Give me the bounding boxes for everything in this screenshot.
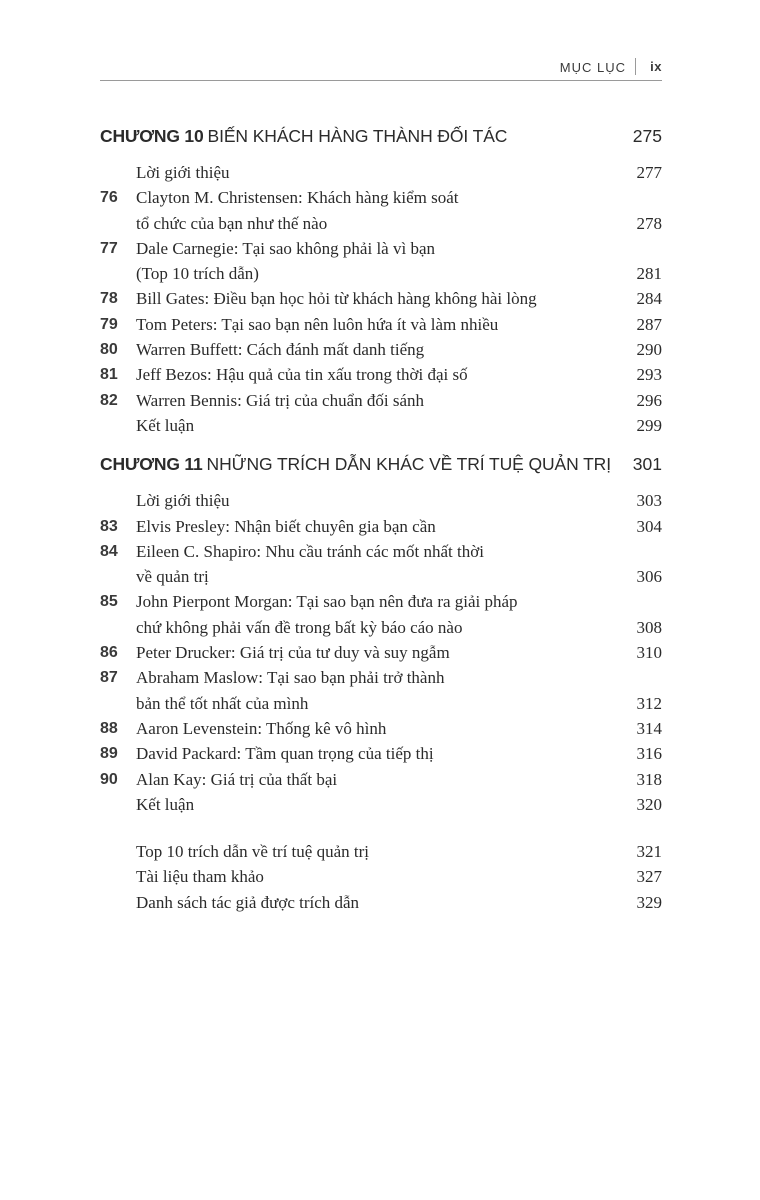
running-head-divider (635, 58, 636, 75)
back-matter-page-number: 327 (636, 867, 662, 887)
toc-entry (100, 767, 662, 792)
back-matter-title: Top 10 trích dẫn về trí tuệ quản trị (136, 842, 369, 862)
entry-title: Clayton M. Christensen: Khách hàng kiểm soát tổ chức của bạn như thế nào (136, 188, 459, 233)
entry-number: 79 (100, 315, 118, 333)
entry-title: Alan Kay: Giá trị của thất bại (136, 769, 338, 789)
table-of-contents (100, 122, 662, 915)
entry-page-number: 314 (636, 718, 662, 738)
entry-title: Lời giới thiệu (136, 163, 230, 182)
heading-spacer (100, 150, 662, 160)
entry-title: Peter Drucker: Giá trị của tư duy và suy ngẫm (136, 643, 450, 663)
toc-entry (100, 286, 662, 311)
entry-title: Tom Peters: Tại sao bạn nên luôn hứa ít và làm nhiều (136, 314, 499, 334)
back-matter-entry (100, 890, 662, 915)
entry-title: Eileen C. Shapiro: Nhu cầu tránh các mốt nhất thời về quản trị (136, 541, 484, 587)
chapter-title: BIẾN KHÁCH HÀNG THÀNH ĐỐI TÁC (207, 126, 508, 146)
entry-title: David Packard: Tầm quan trọng của tiếp thị (136, 744, 434, 764)
toc-entry (100, 539, 662, 590)
entry-page-number: 277 (636, 163, 662, 182)
toc-entry (100, 413, 662, 438)
toc-entry (100, 514, 662, 539)
toc-entry (100, 665, 662, 716)
entry-number: 80 (100, 341, 118, 359)
entry-title: Abraham Maslow: Tại sao bạn phải trở thành bản thể tốt nhất của mình (136, 668, 445, 713)
entry-page-number: 287 (636, 314, 662, 334)
entry-page-number: 278 (636, 213, 662, 233)
entry-page-number: 304 (636, 516, 662, 536)
entry-number: 89 (100, 745, 118, 763)
entry-title: Jeff Bezos: Hậu quả của tin xấu trong thời đại số (136, 365, 468, 385)
entry-page-number: 281 (636, 264, 662, 284)
chapter-title: NHỮNG TRÍCH DẪN KHÁC VỀ TRÍ TUỆ QUẢN TRỊ (206, 454, 611, 475)
entry-number: 84 (100, 542, 118, 560)
entry-number: 86 (100, 644, 118, 662)
chapter-page-number: 301 (632, 454, 662, 475)
entry-title: Elvis Presley: Nhận biết chuyên gia bạn cần (136, 516, 436, 536)
entry-page-number: 312 (636, 693, 662, 713)
back-matter-spacer (100, 817, 662, 839)
back-matter-entry (100, 839, 662, 864)
running-head (100, 58, 662, 81)
toc-entry (100, 792, 662, 817)
toc-entry (100, 337, 662, 362)
chapter-heading (100, 450, 662, 478)
entry-title: Aaron Levenstein: Thống kê vô hình (136, 718, 387, 738)
toc-entry (100, 488, 662, 513)
entry-number: 90 (100, 770, 118, 788)
heading-spacer (100, 478, 662, 488)
entry-number: 85 (100, 593, 118, 611)
entry-title: Lời giới thiệu (136, 491, 230, 511)
running-head-section: MỤC LỤC (559, 60, 626, 75)
toc-entry (100, 388, 662, 413)
toc-entry (100, 640, 662, 665)
entry-title: John Pierpont Morgan: Tại sao bạn nên đưa ra giải pháp chứ không phải vấn đề trong bất kỳ báo cáo nào (136, 592, 518, 637)
entry-title: Dale Carnegie: Tại sao không phải là vì bạn (Top 10 trích dẫn) (136, 238, 435, 284)
running-head-page-number: ix (650, 59, 662, 74)
entry-title: Kết luận (136, 794, 195, 814)
chapter-spacer (100, 438, 662, 450)
toc-entry (100, 716, 662, 741)
toc-entry (100, 741, 662, 766)
entry-number: 78 (100, 290, 118, 308)
entry-page-number: 320 (636, 794, 662, 814)
entry-number: 76 (100, 189, 118, 207)
back-matter-title: Tài liệu tham khảo (136, 867, 264, 887)
entry-number: 81 (100, 366, 118, 384)
entry-number: 88 (100, 719, 118, 737)
entry-title: Warren Buffett: Cách đánh mất danh tiếng (136, 340, 425, 360)
entry-page-number: 299 (636, 415, 662, 435)
back-matter-page-number: 321 (636, 842, 662, 862)
entry-number: 77 (100, 239, 118, 257)
back-matter-title: Danh sách tác giả được trích dẫn (136, 892, 360, 912)
chapter-label: CHƯƠNG 11 (100, 454, 203, 475)
entry-title: Kết luận (136, 415, 195, 435)
entry-page-number: 293 (636, 365, 662, 385)
entry-page-number: 296 (636, 390, 662, 410)
chapter-label: CHƯƠNG 10 (100, 126, 204, 146)
chapter-page-number: 275 (632, 126, 662, 146)
entry-page-number: 316 (636, 744, 662, 764)
entry-page-number: 306 (636, 567, 662, 587)
entry-number: 82 (100, 391, 118, 409)
toc-entry (100, 362, 662, 387)
entry-page-number: 308 (636, 617, 662, 637)
entry-page-number: 303 (636, 491, 662, 511)
entry-number: 87 (100, 669, 118, 687)
chapter-heading (100, 122, 662, 150)
entry-page-number: 284 (636, 289, 662, 309)
toc-entry (100, 312, 662, 337)
entry-page-number: 318 (636, 769, 662, 789)
toc-entry (100, 589, 662, 640)
back-matter-entry (100, 864, 662, 889)
toc-entry (100, 160, 662, 185)
toc-entry (100, 236, 662, 287)
entry-number: 83 (100, 517, 118, 535)
entry-page-number: 290 (636, 340, 662, 360)
entry-page-number: 310 (636, 643, 662, 663)
toc-entry (100, 185, 662, 236)
entry-title: Warren Bennis: Giá trị của chuẩn đối sánh (136, 390, 425, 410)
back-matter-page-number: 329 (636, 892, 662, 912)
entry-title: Bill Gates: Điều bạn học hỏi từ khách hàng không hài lòng (136, 289, 537, 309)
